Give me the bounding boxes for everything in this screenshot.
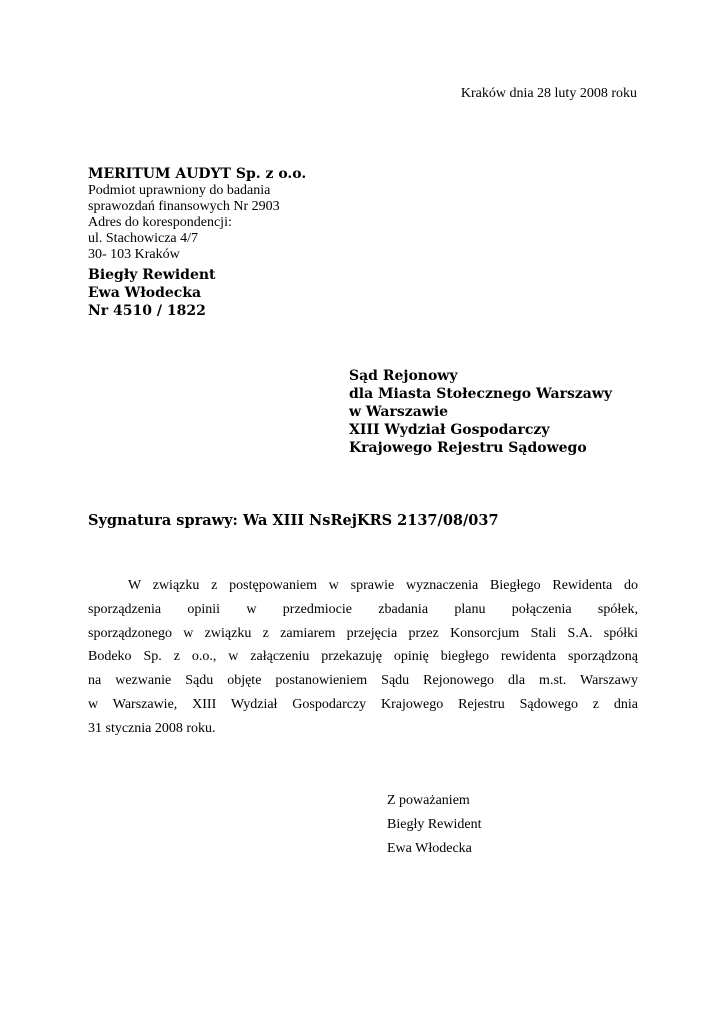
recipient-block (349, 367, 649, 457)
body-line: w Warszawie, XIII Wydział Gospodarczy Krajowego Rejestru Sądowego z dnia (88, 696, 638, 712)
sender-company-name: MERITUM AUDYT Sp. z o.o. (88, 166, 307, 182)
recipient-line: Krajowego Rejestru Sądowego (349, 440, 587, 456)
sender-line: 30- 103 Kraków (88, 247, 180, 262)
sender-line: Podmiot uprawniony do badania (88, 183, 271, 198)
sender-line: ul. Stachowicza 4/7 (88, 231, 199, 246)
recipient-line: dla Miasta Stołecznego Warszawy (349, 386, 613, 402)
body-line: W związku z postępowaniem w sprawie wyznaczenia Biegłego Rewidenta do (128, 578, 638, 593)
auditor-name: Ewa Włodecka (88, 285, 202, 301)
recipient-line: XIII Wydział Gospodarczy (349, 422, 550, 438)
recipient-line: w Warszawie (349, 404, 449, 420)
auditor-number: Nr 4510 / 1822 (88, 303, 206, 319)
date-line: Kraków dnia 28 luty 2008 roku (460, 86, 637, 101)
recipient-line: Sąd Rejonowy (349, 368, 458, 384)
body-line: 31 stycznia 2008 roku. (88, 720, 216, 736)
body-line: Bodeko Sp. z o.o., w załączeniu przekazuję opinię biegłego rewidenta sporządzoną (88, 649, 638, 665)
letter-body (88, 574, 638, 741)
body-line: na wezwanie Sądu objęte postanowieniem Sądu Rejonowego dla m.st. Warszawy (88, 673, 638, 689)
sender-line: Adres do korespondencji: (88, 215, 232, 230)
sender-block (88, 165, 388, 263)
auditor-title: Biegły Rewident (88, 267, 216, 283)
body-line: sporządzonego w związku z zamiarem przejęcia przez Konsorcjum Stali S.A. spółki (88, 625, 638, 641)
sender-line: sprawozdań finansowych Nr 2903 (88, 199, 280, 214)
case-reference: Sygnatura sprawy: Wa XIII NsRejKRS 2137/08/037 (88, 512, 499, 529)
body-line: sporządzenia opinii w przedmiocie zbadania planu połączenia spółek, (88, 601, 638, 617)
auditor-block (88, 266, 388, 320)
closing-title: Biegły Rewident (387, 816, 482, 832)
closing-block (387, 789, 482, 860)
closing-name: Ewa Włodecka (387, 840, 472, 856)
closing-salutation: Z poważaniem (387, 793, 470, 808)
